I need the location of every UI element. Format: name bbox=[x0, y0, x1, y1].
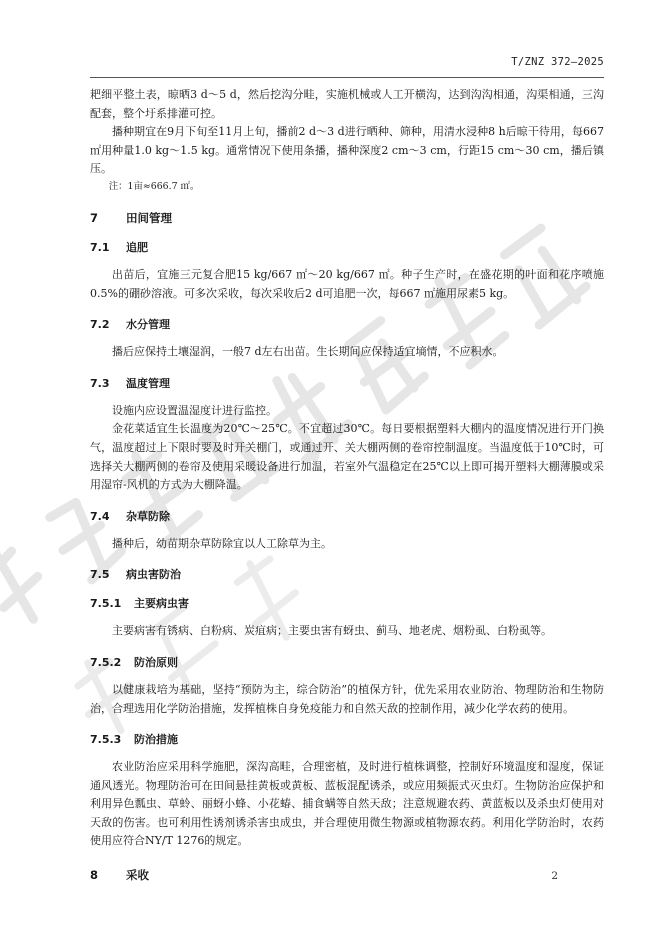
heading-7-5 bbox=[90, 566, 604, 582]
heading-8 bbox=[90, 867, 604, 883]
heading-7-2-title: 水分管理 bbox=[126, 318, 170, 332]
section-7-3-paragraph-1: 设施内应设置温湿度计进行监控。 bbox=[112, 403, 277, 417]
heading-7-5-1-title: 主要病虫害 bbox=[134, 597, 189, 611]
heading-7-5-1 bbox=[90, 595, 604, 611]
heading-7-3-title: 温度管理 bbox=[126, 376, 170, 390]
section-6-paragraph-2: 播种期宜在9月下旬至11月上旬，播前2 d～3 d进行晒种、筛种，用清水浸种8 h后晾干待用，每667㎡用种量1.0 kg～1.5 kg。通常情况下使用条播，播种深度2 cm～3 cm，行距15 cm～30 cm，播后镇压。 bbox=[90, 125, 604, 176]
heading-7-3-number: 7.3 bbox=[90, 376, 110, 390]
header-rule bbox=[90, 77, 604, 78]
unit-note: 注：1亩≈666.7 ㎡。 bbox=[108, 180, 200, 192]
heading-8-number: 8 bbox=[90, 868, 99, 883]
heading-7-5-title: 病虫害防治 bbox=[126, 568, 181, 582]
heading-7-5-3 bbox=[90, 731, 604, 747]
heading-7-5-3-number: 7.5.3 bbox=[90, 733, 122, 747]
section-7-5-1-paragraph: 主要病害有锈病、白粉病、炭疽病；主要虫害有蚜虫、蓟马、地老虎、烟粉虱、白粉虱等。 bbox=[112, 624, 552, 638]
section-6-paragraph-1: 耙细平整土表，晾晒3 d～5 d，然后挖沟分畦，实施机械或人工开横沟，达到沟沟相通，沟渠相通，三沟配套，整个圩系排灌可控。 bbox=[90, 88, 604, 120]
heading-7-5-number: 7.5 bbox=[90, 568, 110, 582]
page-number: 2 bbox=[551, 870, 558, 882]
heading-7-4-title: 杂草防除 bbox=[126, 509, 170, 523]
document-body bbox=[90, 86, 604, 895]
heading-7-4-number: 7.4 bbox=[90, 509, 110, 523]
heading-7-5-2-title: 防治原则 bbox=[134, 655, 178, 669]
heading-7-5-2 bbox=[90, 654, 604, 670]
section-7-4-paragraph: 播种后，幼苗期杂草防除宜以人工除草为主。 bbox=[112, 536, 332, 550]
heading-7-3 bbox=[90, 375, 604, 391]
section-7-5-3-paragraph: 农业防治应采用科学施肥，深沟高畦，合理密植，及时进行植株调整，控制好环境温度和湿度，保证通风透光。物理防治可在田间悬挂黄板或黄板、蓝板混配诱杀，或应用频振式灭虫灯。生物防治应保护和利用异色瓢虫、草蛉、丽蚜小蜂、小花蝽、捕食螨等自然天敌；注意规避农药、黄蓝板以及杀虫灯使用对天敌的伤害。也可利用性诱剂诱杀害虫成虫，并合理使用微生物源或植物源农药。利用化学防治时，农药使用应符合NY/T 1276的规定。 bbox=[90, 760, 604, 848]
heading-7-1 bbox=[90, 239, 604, 255]
heading-7-5-1-number: 7.5.1 bbox=[90, 597, 122, 611]
heading-7-title: 田间管理 bbox=[126, 210, 172, 225]
heading-7-1-number: 7.1 bbox=[90, 240, 110, 254]
heading-7-5-2-number: 7.5.2 bbox=[90, 655, 122, 669]
heading-8-title: 采收 bbox=[126, 868, 149, 883]
heading-7-2 bbox=[90, 316, 604, 332]
section-7-1-paragraph: 出苗后，宜施三元复合肥15 kg/667 ㎡～20 kg/667 ㎡。种子生产时，在盛花期的叶面和花序喷施0.5%的硼砂溶液。可多次采收，每次采收后2 d可追肥一次，每667 ㎡施用尿素5 kg。 bbox=[90, 267, 604, 300]
section-7-5-2-paragraph: 以健康栽培为基础，坚持“预防为主，综合防治”的植保方针，优先采用农业防治、物理防治和生物防治，合理选用化学防治措施，发挥植株自身免疫能力和自然天敌的控制作用，减少化学农药的使用。 bbox=[90, 682, 604, 715]
heading-7-2-number: 7.2 bbox=[90, 318, 110, 332]
heading-7 bbox=[90, 210, 604, 226]
heading-7-number: 7 bbox=[90, 210, 99, 225]
heading-7-5-3-title: 防治措施 bbox=[134, 733, 178, 747]
section-7-3-paragraph-2: 金花菜适宜生长温度为20℃～25℃。不宜超过30℃。每日要根据塑料大棚内的温度情况进行开门换气，温度超过上下限时要及时开关棚门，或通过开、关大棚两侧的卷帘控制温度。当温度低于10℃时，可选择关大棚两侧的卷帘及使用采暖设备进行加温，若室外气温稳定在25℃以上即可揭开塑料大棚薄膜或采用湿帘-风机的方式为大棚降温。 bbox=[90, 422, 604, 492]
document-code: T/ZNZ 372—2025 bbox=[511, 56, 604, 68]
heading-7-1-title: 追肥 bbox=[126, 240, 148, 254]
heading-7-4 bbox=[90, 508, 604, 524]
section-7-2-paragraph: 播后应保持土壤湿润，一般7 d左右出苗。生长期间应保持适宜墒情，不应积水。 bbox=[112, 345, 504, 359]
